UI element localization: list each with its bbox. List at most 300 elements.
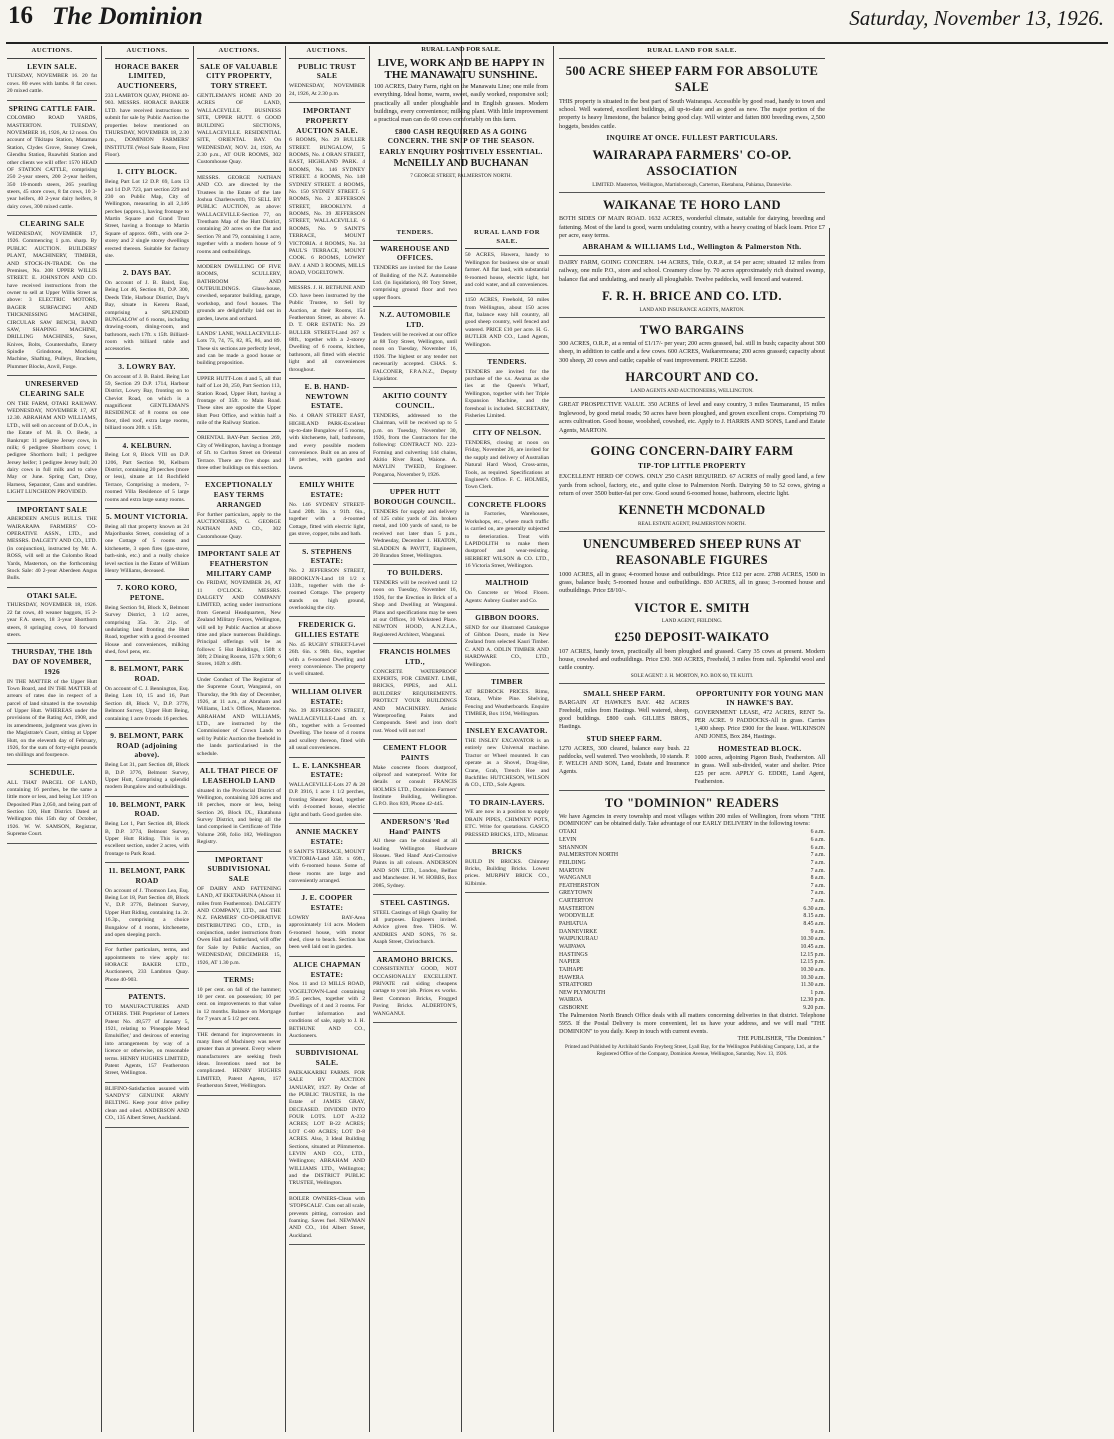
delivery-time: 9 a.m.	[810, 928, 825, 935]
ad-title: OTAKI SALE.	[26, 590, 78, 600]
ad-title: PUBLIC TRUST SALE	[298, 61, 356, 81]
ad-title: HORACE BAKER LIMITED, AUCTIONEERS,	[114, 61, 180, 91]
column-1	[4, 46, 100, 1432]
town-name: PAHIATUA	[559, 921, 588, 928]
ad-body: Make concrete floors dustproof, oilproof and waterproof. Write for details or consult FRANCIS HOLMES LTD., Dominion Farmers' Institute Building, Wellington. G.P.O. Box 839, Phone 42-445.	[373, 764, 457, 808]
classified-ad	[289, 620, 365, 678]
ad-body: TENDERS will be received until 12 noon on Tuesday, November 16, 1926, for the Erection in Brick of a Shop and Dwelling at Wanganui. Plans and specifications may be seen at our Offices, 10 Wicksteed Place. NEWTON HOOD, A.N.Z.I.A., Registered Architect, Wanganui.	[373, 580, 457, 638]
ad-body: LANDS' LANE, WALLACEVILLE-Lots 73, 74, 75, 82, 85, 86, and 89. These six sections are perfectly level, and can be made a good house or building proposition.	[197, 330, 281, 367]
classified-ad	[197, 62, 281, 167]
ad-title: S. STEPHENS ESTATE:	[302, 546, 352, 566]
ad-body: 1150 ACRES, Freehold, 50 miles from Wellington, about 150 acres flat, balance easy hill country, all good sheep country, well fenced and watered. PRICE £10 per acre. H. G. BUTLER AND CO., Land Agents, Wellington.	[465, 297, 549, 348]
ad-body: MODERN DWELLING OF FIVE ROOMS, SCULLERY, BATHROOM AND OUTBUILDINGS. Glass-house, cowshed, separator building, garage, workshop, and fowl houses. The grounds are delightfully laid out in garden, lawns and orchard.	[197, 263, 281, 322]
ad-title: ANDERSON'S 'Red Hand' PAINTS	[380, 816, 450, 836]
readers-title: TO "DOMINION" READERS	[604, 796, 780, 811]
column-heading: AUCTIONS.	[105, 47, 189, 59]
ad-divider	[373, 387, 457, 388]
ad-title: TERMS:	[223, 974, 255, 984]
delivery-row	[559, 868, 825, 876]
ad-divider	[197, 260, 281, 261]
delivery-time: 7 a.m.	[810, 882, 825, 889]
ad-body: On account of C. J. Bennington, Esq. Being Lots 10, 15 and 16, Part Section 48, Block V., D.P. 3776, Belmont Survey, Upper Hutt Being, containing 1 acre 0 roods 16 perches.	[105, 686, 189, 722]
brice-title: F. R. H. BRICE AND CO. LTD.	[602, 289, 782, 304]
ad-body: 233 LAMBTON QUAY, PHONE 40-903. MESSRS. HORACE BAKER LTD. have received instructions to submit for sale by Public Auction the properties below mentioned on THURSDAY, NOVEMBER 18, 2.30 p.m., DOMINION FARMERS' INSTITUTE (Wool Sale Room, First Floor).	[105, 93, 189, 158]
ad-title: SPRING CATTLE FAIR.	[8, 103, 96, 113]
ad-body: On account of J. B. Baird. Being Lot 59, Section 29 D.P. 1714, Harbour District, Lowry Bay, fronting on to Cheviot Road, on which is a magnificent GENTLEMAN'S RESIDENCE of 8 rooms on one floor, tiled roof, extra large rooms, billiard room 20ft. x 15ft.	[105, 373, 189, 432]
ad-body: BLIFINO-Satisfaction assured with 'SANDY'S' GENUINE ARMY BELTING. Keep your drive pulley clean and oiled. ANDERSON AND CO., 135 Albert Street, Auckland.	[105, 1085, 189, 1122]
great-value-body: GREAT PROSPECTIVE VALUE. 350 ACRES of level and easy country, 3 miles Taumaranui, 15 miles Inglewood, by good metal roads; 50 acres have been ploughed, and grown excellent crops. Comprising 70 acres cultivation. Good house, woolshed, cowshed, etc. Apply to J. HARRIS AND SONS, Land and Estate Agents, MARTON.	[559, 401, 825, 434]
ad-body: Being Lot 8, Block VIII on D.P. 1206, Part Section 90, Kelburn District, containing 20 perches (more or less), situate at 14 Rochfield Terrace, Comprising a modern, 7-roomed Villa Residence of 5 large rooms and extra large sunny rooms.	[105, 452, 189, 503]
classified-ad	[289, 827, 365, 885]
victor-sub: LAND AGENT, FEILDING.	[661, 618, 723, 625]
ad-body: TENDERS, addressed to the Chairman, will be received up to 5 p.m. on Tuesday, November 30, 1926, from the Contractors for the following: CONTRACT NO. 223-Forming and culverting 144 chains, Akitio River Road, Waione. A. MAYLIN TWEED, Engineer. Pongaroa, November 9, 1926.	[373, 412, 457, 478]
delivery-row	[559, 936, 825, 944]
unencumbered-body: 1000 ACRES, all in grass; 4-roomed house and outbuildings. Price £12 per acre. 2788 ACRES, 1500 in grass, balance bush; 5-roomed house and outbuildings. 830 ACRES, all in grass; 3-roomed house and outbuildings. Price £8/10/-.	[559, 570, 825, 595]
ad-divider	[373, 1022, 457, 1023]
classified-ad	[197, 264, 281, 323]
classified-ad	[465, 798, 549, 839]
classified-ad	[289, 106, 365, 277]
delivery-time: 6 a.m.	[810, 829, 825, 836]
harcourt-sub: LAND AGENTS AND AUCTIONEERS, WELLINGTON.	[630, 387, 754, 394]
readers-intro: We have Agencies in every township and most villages within 200 miles of Wellington, from whom "THE DOMINION" can be obtained daily. Take advantage of our EARLY DELIVERY in the following towns:	[559, 813, 825, 828]
ad-body: TUESDAY, NOVEMBER 16. 20 fat cows. 80 ewes with lambs. 8 fat cows. 20 mixed cattle.	[7, 73, 97, 95]
ad-body: in Factories, Warehouses, Workshops, etc., where much traffic is carried on, are generally subjected to deterioration. Treat with LAPIDOLITH to make them dustproof and wear-resisting. HERBERT WILSON & CO. LTD., 16 Victoria Street, Wellington.	[465, 511, 549, 570]
ad-body: On account of J. B. Baird, Esq. Being Lot 46, Section 81, D.P. 300, Deeds Title, Harbour District, Day's Bay, situate in Kereru Road, comprising a SPLENDID BUNGALOW of 6 rooms, including drawing-room, dining-room, and bathroom, each 17ft. x 15ft. Billiard-room with billiard table and accessories.	[105, 280, 189, 353]
ad-divider	[465, 574, 549, 575]
waikanae-body: BOTH SIDES OF MAIN ROAD. 1632 ACRES, wonderful climate, suitable for dairying, breeding and fattening. Most of the land is good, warm undulating country, with a heavy coating of black loam. Price £7 per acre, easy terms.	[559, 215, 825, 239]
classified-ad	[373, 391, 457, 479]
ad-divider	[197, 851, 281, 852]
delivery-row	[559, 829, 825, 837]
ad-title: ANNIE MACKEY ESTATE:	[295, 826, 359, 846]
delivery-row	[559, 883, 825, 891]
classified-ad	[7, 505, 97, 583]
ad-title: ALL THAT PIECE OF LEASEHOLD LAND	[199, 765, 279, 785]
ad-title: N.Z. AUTOMOBILE LTD.	[379, 310, 451, 329]
ad-divider	[105, 943, 189, 944]
ad-title: WAREHOUSE AND OFFICES.	[380, 243, 450, 263]
ad-body: COLOMBO ROAD YARDS, MASTERTON. TUESDAY, NOVEMBER 16, 1926, At 12 noon. On account of Tikitapu Station, Matamau Station, Clydes Grove, Stoney Creek, Glendhu Station, Ruawhiti Station and other clients we will offer: 1570 HEAD OF STATION CATTLE, comprising 250 2-year steers, 200 2-year heifers, 350 18-month steers, 265 yearling steers, 45 store cows, 8 fat cows, 10 3-year heifers, 40 2-year dairy heifers, 8 dairy cows, 300 mixed cattle.	[7, 115, 97, 210]
classified-ad	[7, 62, 97, 96]
ad-divider	[197, 372, 281, 373]
delivery-time: 7 a.m.	[810, 867, 825, 874]
ad-divider	[373, 306, 457, 307]
ad-body: ALL THAT PARCEL OF LAND, containing 16 perches, be the same a little more or less, and being Lot 119 on Deposited Plan 2,050, and being part of Section 120, Hutt District. Dated at Wellington this 15th day of October, 1926. W. W. SAMSON, Registrar, Supreme Court.	[7, 779, 97, 838]
ad-body: THE demand for improvements in many lines of Machinery was never greater than at present. Every where manufacturers are seeking fresh ideas. Inventions need not be complicated. HENRY HUGHES LIMITED, Patent Agents, 157 Featherston Street, Wellington.	[197, 1031, 281, 1090]
ad-divider	[289, 757, 365, 758]
delivery-time: 7 a.m.	[810, 852, 825, 859]
ad-title: CEMENT FLOOR PAINTS	[382, 743, 448, 762]
classified-ad	[197, 549, 281, 669]
town-name: MASTERTON	[559, 905, 594, 912]
going-concern-body: EXCELLENT HERD OF COWS. ONLY 250 CASH REQUIRED. 67 ACRES of really good land, a few yards from school, factory, etc., and quite close to Palmerston North. Dairying 50 to 52 cows, giving a return of over 3500 butter-fat per cow. Good sound 6-roomed house, bathroom, electric light.	[559, 473, 825, 497]
delivery-row	[559, 929, 825, 937]
masthead	[6, 2, 1108, 44]
classified-ad	[373, 310, 457, 383]
classified-ad	[105, 512, 189, 575]
town-name: FEATHERSTON	[559, 882, 600, 889]
ad-divider	[105, 727, 189, 728]
classified-ad	[105, 583, 189, 656]
column-2	[102, 46, 192, 1432]
town-name: NEW PLYMOUTH	[559, 989, 606, 996]
ad-divider	[197, 171, 281, 172]
ad-body: TENDERS for supply and delivery of 125 cubic yards of 2in. broken metal, and 100 yards of sand, to be received not later than 5 p.m., Wednesday, December 1. HEATON, SLADDEN & PAVITT, Engineers, 20 Brandon Street, Wellington.	[373, 508, 457, 559]
ad-body: ORIENTAL BAY-Part Section 269, City of Wellington, having a frontage of 5ft. to Carlton Street on Oriental Terrace. There are five shops and three other buildings on this section.	[197, 435, 281, 471]
opportunity-body: GOVERNMENT LEASE, 472 ACRES, RENT 5s. PER ACRE. 9 PADDOCKS-All in grass. Carries 1,400 sheep. Price £900 for the lease. WILKINSON AND JONES, Box 284, Hastings.	[694, 710, 825, 740]
ad-divider	[373, 564, 457, 565]
classified-ad	[465, 613, 549, 669]
ad-body: Being all that property known as 24 Majoribanks Street, consisting of a one Cottage of 5 rooms and kitchenette, 3 open fires (gas-stove, bath-sink, etc.) and a really choice level section in the Estate of William Henry Williams, deceased.	[105, 523, 189, 574]
ad-divider	[197, 476, 281, 477]
section-heading: RURAL LAND FOR SALE.	[559, 47, 825, 59]
town-name: HASTINGS	[559, 951, 588, 958]
town-name: HAWERA	[559, 974, 584, 981]
delivery-time: 6 a.m.	[810, 837, 825, 843]
ad-body: STEEL Castings of High Quality for all purposes. Engineers invited. Advice given free. THOS. W. ANDRIES AND SONS, 76 St. Asaph Street, Christchurch.	[373, 909, 457, 946]
dairy-farm-body: DAIRY FARM, GOING CONCERN. 144 ACRES, Title, O.R.P., at £4 per acre; situated 12 miles from railway, one mile P.O., store and school. Creamery close by. 70 acres approximately rich drained swamp, balance flat and undulating, and nearly all ploughable. Twelve paddocks, well fenced and watered.	[559, 259, 825, 283]
ad-title: 2. DAYS BAY.	[122, 268, 172, 278]
ad-body: No. 2 JEFFERSON STREET, BROOKLYN-Land 18 1/2 x 133ft., together with the 4-roomed Cottage. The property stands on high ground, overlooking the city.	[289, 568, 365, 612]
ad-body: On Concrete or Wood Floors. Agents: Aubrey Gualter and Co.	[465, 590, 549, 604]
ad-title: BRICKS	[491, 846, 523, 856]
ad-body: WALLACEVILLE-Lots 27 & 28 D.P. 3916, 1 acre 1 1/2 perches, fronting Shearer Road, together with 4-roomed house, electric light and bath. Good garden site.	[289, 782, 365, 818]
column-heading: TENDERS.	[373, 229, 457, 241]
ad-title: SCHEDULE.	[29, 767, 75, 777]
classified-ad	[197, 175, 281, 256]
column-rule	[829, 228, 830, 1432]
town-name: PALMERSTON NORTH	[559, 852, 619, 859]
ad-divider	[197, 971, 281, 972]
ad-title: 10. BELMONT, PARK ROAD.	[108, 799, 186, 819]
ad-title: 11. BELMONT, PARK ROAD	[108, 866, 186, 885]
classified-ad	[105, 167, 189, 260]
ad-divider	[289, 102, 365, 103]
ad-divider	[197, 327, 281, 328]
small-ads-row	[559, 687, 825, 788]
delivery-row	[559, 852, 825, 860]
column-6	[462, 228, 552, 1432]
ad-divider	[7, 215, 97, 216]
ad-body: For further particulars, apply to the AUCTIONEERS, G. GEORGE NATHAN AND CO., 302 Customhouse Quay.	[197, 511, 281, 540]
ad-body: ON THE FARM, OTAKI RAILWAY. WEDNESDAY, NOVEMBER 17, AT 12.30. ABRAHAM AND WILLIAMS, LTD., will sell on account of D.O.A., in the Estate of M. B. O. Bede, a Bankrupt: 11 pedigree Jersey cows, in milk; 6 pedigree Shorthorn cows; 1 pedigree Shorthorn bull; 1 pedigree Jersey heifer; 1 pedigree Jersey bull; 20 dairy cows in full milk and to calve May or June. Spring Cart, Dray, Harness, Separator, Cans and sundries. LIGHT LUNCHEON PROVIDED.	[7, 400, 97, 496]
classified-ad	[289, 761, 365, 819]
ad-divider	[7, 764, 97, 765]
ad-divider	[289, 823, 365, 824]
sheep-farm-body: THIS property is situated in the best part of South Wairarapa. Accessible by good road, handy to town and school. Well watered, excellent buildings, all up-to-date and as good as new. The major portion of the property is heavy limestone, the balance being good clay. Will winter and fatten 800 breeding ewes, 2,500 hoggets, besides cattle.	[559, 97, 825, 130]
ad-body: SEND for our illustrated Catalogue of Gibbon Doors, made in New Zealand from selected Kauri Timber. C. AND A. ODLIN TIMBER AND HARDWARE CO., LTD., Wellington.	[465, 624, 549, 668]
ad-title: IMPORTANT SALE	[16, 504, 88, 514]
classified-ad	[105, 62, 189, 160]
ad-divider	[197, 1095, 281, 1096]
issue-date: Saturday, November 13, 1926.	[849, 6, 1104, 30]
ad-title: CITY OF NELSON.	[472, 428, 542, 438]
ad-title: ALICE CHAPMAN ESTATE:	[293, 959, 361, 979]
town-name: LEVIN	[559, 837, 577, 843]
ad-title: WILLIAM OLIVER ESTATE:	[291, 686, 363, 706]
stud-title: STUD SHEEP FARM.	[586, 733, 662, 743]
delivery-row	[559, 975, 825, 983]
ad-body: Tenders will be received at our office at 88 Tory Street, Wellington, until noon on Tuesday, November 16, 1926. The highest or any tender not necessarily accepted. CHAS. S. FALCONER, F.P.A.N.Z., Deputy Liquidator.	[373, 331, 457, 382]
ad-body: On account of J. Thomson Lea, Esq. Being Lot 18, Part Section 48, Block V., D.P. 3776, Belmont Survey, Upper Hutt Riding, containing 1a. 2r. 16.3p., comprising a choice Bungalow of 4 rooms, kitchenette, and open sleeping porch.	[105, 887, 189, 938]
classified-ad	[465, 428, 549, 491]
sheep-farm-note: INQUIRE AT ONCE. FULLEST PARTICULARS.	[606, 133, 778, 143]
ad-divider	[105, 660, 189, 661]
delivery-row	[559, 997, 825, 1005]
ad-body: MESSRS. J. H. BETHUNE AND CO. have been instructed by the Public Trustee, to Sell by Auction, at their Rooms, 154 Featherston Street, as above: A. D. T. ORR ESTATE: No. 29 BULLER STREET-Land 267 x 88ft., together with a 2-storey Dwelling of 6 rooms, kitchen, bathroom, all fitted with electric light and all conveniences throughout.	[289, 285, 365, 373]
classified-ad	[289, 285, 365, 374]
ad-divider	[465, 722, 549, 723]
ad-title: AKITIO COUNTY COUNCIL.	[382, 391, 448, 411]
ad-body: BOILER OWNERS-Clean with 'STOPSCALE'. Cuts out all scale, prevents pitting, corrosion and foaming. Saves fuel. NEWMAN AND CO., 104 Albert Street, Auckland.	[289, 1195, 365, 1239]
ad-body: TENDERS are invited for the purchase of the s.s. Awarua as she lies at the Queen's Wharf, Wellington, together with her Triple Expansion Machine, and the foreshoal is included. SECRETARY, Fisheries Limited.	[465, 368, 549, 419]
delivery-row	[559, 837, 825, 845]
delivery-row	[559, 944, 825, 952]
delivery-time: 1 p.m.	[810, 989, 825, 996]
classified-ad	[105, 1086, 189, 1123]
classified-ad	[465, 252, 549, 289]
waikato-body: 107 ACRES, handy town, practically all been ploughed and grassed. Carry 35 cows at present. Modern house, cowshed and outbuildings. Price £30. 360 ACRES, Freehold, 3 miles from rail. Splendid wool and cattle country.	[559, 647, 825, 672]
page-number: 16	[8, 2, 33, 29]
ad-body: No. 39 JEFFERSON STREET, WALLACEVILLE-Land 4ft. x 6ft., together with a 5-roomed Dwelling. The house of 4 rooms and scullery thereon, fitted with all usual conveniences.	[289, 708, 365, 752]
ad-title: TO BUILDERS.	[387, 568, 443, 578]
classified-ad	[105, 731, 189, 792]
ad-body: WEDNESDAY, NOVEMBER 17, 1926. Commencing 1 p.m. sharp. By PUBLIC AUCTION. BUILDERS' PLANT, MACHINERY, TIMBER, AND STOCK-IN-TRADE. On the Premises, No. 208 UPPER WILLIS STREET. E. JOHNSTON AND CO. have received instructions from the owner to sell at Upper Willis Street as above: 3 ELECTRIC MOTORS, BAGER SURFACING AND THICKNESSING MACHINE, CIRCULAR SAW BENCH, BAND SAW, SHAPING MACHINE, DRILLING MACHINES, Saws, Knives, Bolts, Countershafts, Emery Spindle Grindstone, Mortising Machine, Shafting, Pulleys, Brackets, Plummer Blocks, Anvil, Forge.	[7, 231, 97, 370]
advert-headline: LIVE, WORK AND BE HAPPY IN THE MANAWATU SUNSHINE.	[377, 57, 545, 81]
ad-body: UPPER HUTT-Lots 4 and 5, all that half of Lot 20, 250, Part Section 113, Station Road, Upper Hutt, having a frontage of 35ft. to Main Road. These sites are opposite the Upper Hutt Post Office, and within half a mile of the Railway Station.	[197, 375, 281, 426]
classified-ad	[7, 591, 97, 640]
small-sheep-body: BARGAIN AT HAWKE'S BAY. 482 ACRES Freehold, miles from Hastings. Well watered, sheep, good buildings. £800 cash. GILLIES BROS., Hastings.	[559, 700, 690, 730]
ad-body: PAEKAKARIKI FARMS. FOR SALE BY AUCTION JANUARY, 1927. By Order of the PUBLIC TRUSTEE, In the Estate of JAMES GRAY, DECEASED. DIVIDED INTO FOUR LOTS. LOT A-232 ACRES; LOT B-22 ACRES; LOT C-80 ACRES; LOT D-8 ACRES. Also, 3 Ideal Building Sections, situated at Plimmerton. LEVIN AND CO., LTD., Wellington; ABRAHAM AND WILLIAMS LTD., Wellington; and the DISTRICT PUBLIC TRUSTEE, Wellington.	[289, 1069, 365, 1187]
column-5	[370, 228, 460, 1432]
waikato-title: £250 DEPOSIT-WAIKATO	[614, 630, 770, 645]
classified-ad	[373, 898, 457, 947]
delivery-time: 9.20 p.m.	[803, 1005, 825, 1012]
going-concern-sub: TIP-TOP LITTLE PROPERTY	[638, 461, 746, 471]
ad-divider	[465, 609, 549, 610]
ad-divider	[105, 796, 189, 797]
ad-divider	[289, 1192, 365, 1193]
delivery-time: 10.30 a.m.	[800, 974, 825, 981]
delivery-time: 8 a.m.	[810, 875, 825, 882]
ad-body: situated in the Provincial District of Wellington, containing 326 acres and 18 perches, more or less, being Section 26, Block IX., Ekatahuna Survey District, and being all the land comprised in Certificate of Title Volume 268, folio 182, Wellington Registry.	[197, 787, 281, 846]
ad-body: CONSISTENTLY GOOD, NOT OCCASIONALLY EXCELLENT. PRIVATE rail siding cheapens cartage to your job. Prices ex works. Best Common Bricks, Frogged Paving Bricks. ALDERTON'S, WANGANUI.	[373, 966, 457, 1017]
ad-body: No. 4 ORAN STREET EAST, HIGHLAND PARK-Excellent up-to-date Bungalow of 5 rooms, with kitchenette, hall, bathroom, and every possible modern convenience. Built on an area of 18 perches, with garden and lawns.	[289, 413, 365, 471]
classified-ad	[197, 435, 281, 472]
ad-title: 9. BELMONT, PARK ROAD (adjoining above).	[110, 730, 184, 760]
town-name: FEILDING	[559, 859, 586, 866]
town-name: STRATFORD	[559, 982, 593, 989]
ad-body: 8 SAINT'S TERRACE, MOUNT VICTORIA-Land 35ft. x 69ft., with 6-roomed house. Some of these rooms are large and conveniently arranged.	[289, 848, 365, 885]
kenneth-sub: REAL ESTATE AGENT, PALMERSTON NORTH.	[638, 520, 746, 527]
ad-divider	[105, 862, 189, 863]
town-name: TAIHAPE	[559, 966, 584, 973]
ad-divider	[7, 375, 97, 376]
two-bargains-title: TWO BARGAINS	[639, 322, 745, 337]
delivery-time: 8.15 a.m.	[803, 913, 825, 920]
waikanae-title: WAIKANAE TE HORO LAND	[603, 197, 781, 212]
ad-title: J. E. COOPER ESTATE:	[301, 893, 353, 913]
ad-divider	[289, 378, 365, 379]
classified-ad	[197, 376, 281, 428]
delivery-row	[559, 967, 825, 975]
ad-title: ARAMOHO BRICKS.	[376, 954, 454, 964]
delivery-row	[559, 952, 825, 960]
ad-divider	[373, 739, 457, 740]
classified-ad	[7, 379, 97, 496]
ad-divider	[105, 1127, 189, 1128]
ad-divider	[373, 643, 457, 644]
harcourt-title: HARCOURT AND CO.	[625, 370, 759, 385]
ad-divider	[7, 100, 97, 101]
column-heading: AUCTIONS.	[7, 47, 97, 59]
town-name: WAIPUKURAU	[559, 936, 598, 943]
classified-ad	[465, 357, 549, 420]
column-heading: AUCTIONS.	[289, 47, 365, 59]
ad-title: INSLEY EXCAVATOR.	[466, 726, 548, 736]
ad-body: LOWRY BAY-Area approximately 1/4 acre. Modern 6-roomed house, with motor shed, close to beach. Section has been well laid out in garden.	[289, 914, 365, 951]
ad-title: 5. MOUNT VICTORIA.	[105, 511, 189, 521]
ad-title: IMPORTANT SUBDIVISIONAL SALE	[207, 854, 271, 884]
delivery-row	[559, 990, 825, 998]
ad-divider	[465, 424, 549, 425]
ad-body: IN THE MATTER of the Upper Hutt Town Board, and IN THE MATTER of arrears of rates due in respect of a parcel of land situated in the township of Upper Hutt. WHEREAS under the provisions of the Rating Act, 1908, and its amendments, judgment was given in the Magistrate's Court, sitting at Upper Hutt, on the eleventh day of February, 1926, for the sum of forty-eight pounds ten shillings and fourpence.	[7, 678, 97, 759]
ad-title: CONCRETE FLOORS	[467, 499, 547, 509]
ad-body: MESSRS. GEORGE NATHAN AND CO. are directed by the Trustees in the Estate of the late Joshua Charlesworth, TO SELL BY PUBLIC AUCTION, as above: WALLACEVILLE-Section 77, on Trentham Map of the Hutt District, containing 20 acres on the flat and Section 78 and 79, containing 1 acre, together with a modern house of 9 rooms and outbuildings.	[197, 174, 281, 255]
delivery-row	[559, 913, 825, 921]
ad-title: MALTHOID	[485, 578, 529, 588]
ad-divider	[465, 794, 549, 795]
ad-divider	[197, 762, 281, 763]
ad-divider	[465, 892, 549, 893]
classified-ad	[105, 268, 189, 354]
readers-note: The Palmerston North Branch Office deals with all matters concerning deliveries in that district. Telephone 5955. If the Postal Delivery is more convenient, let us have your address, and we will mail "THE DOMINION" to you daily. Keep in touch with current events.	[559, 1012, 825, 1035]
delivery-time: 12.30 p.m.	[800, 997, 825, 1004]
ad-body: BUILD IN BRICKS. Chimney Bricks, Building Bricks. Lowest prices. MURPHY BRICK CO., Kilbirnie.	[465, 858, 549, 887]
delivery-row	[559, 982, 825, 990]
town-name: MARTON	[559, 867, 584, 874]
ad-title: EMILY WHITE ESTATE:	[299, 480, 355, 499]
classified-ad	[197, 331, 281, 368]
column-heading: RURAL LAND FOR SALE.	[465, 229, 549, 249]
classified-ad	[289, 1048, 365, 1188]
brice-sub: LAND AND INSURANCE AGENTS, MARTON.	[639, 306, 745, 313]
ad-divider	[7, 501, 97, 502]
ad-body: For further particulars, terms, and appointments to view apply to: HORACE BAKER LTD., Auctioneers, 233 Lambton Quay. Phone 40-903.	[105, 947, 189, 983]
delivery-row	[559, 898, 825, 906]
waikanae-agent: ABRAHAM & WILLIAMS Ltd., Wellington & Palmerston Nth.	[582, 242, 802, 252]
stud-body: 1270 ACRES, 300 cleared, balance easy bush. 22 paddocks, well watered. Two woolsheds, 10 stands. P. F. WELCH AND SON, Land, Estate and Insurance Agents.	[559, 745, 690, 776]
delivery-time: 11.30 a.m.	[800, 982, 825, 989]
ad-divider	[289, 1044, 365, 1045]
ad-title: SUBDIVISIONAL SALE.	[295, 1048, 359, 1068]
imprint: Printed and Published by Archibald Sando Freyberg Street, Lyall Bay, for the Wellington Publishing Company, Ltd., at the Registered Office of the Company, Dominion Avenue, Wellington, Saturday, Nov. 13, 1926.	[564, 1044, 820, 1057]
delivery-row	[559, 860, 825, 868]
ad-divider	[289, 1244, 365, 1245]
ad-body: TENDERS are invited for the Lease of Building of the N.Z. Automobile Ltd. (in liquidation), 88 Tory Street, comprising ground floor and two upper floors.	[373, 265, 457, 301]
ad-title: IMPORTANT PROPERTY AUCTION SALE.	[296, 105, 358, 135]
small-sheep-title: SMALL SHEEP FARM.	[583, 688, 666, 698]
ad-divider	[197, 673, 281, 674]
ad-title: LEVIN SALE.	[27, 61, 77, 71]
classified-ad	[105, 441, 189, 504]
wairarapa-title: WAIRARAPA FARMERS' CO-OP. ASSOCIATION	[592, 147, 792, 179]
homestead-body: 1000 acres, adjoining Pigeon Bush, Featherston. All in grass. Well sub-divided, water and shelter. Price £25 per acre. APPLY G. EDDIE, Land Agent, Featherston.	[694, 755, 825, 786]
classified-ad	[373, 487, 457, 560]
classified-ad	[7, 104, 97, 212]
ad-divider	[465, 673, 549, 674]
classified-ad	[105, 800, 189, 858]
classified-ad	[465, 726, 549, 789]
classified-ad	[289, 382, 365, 472]
delivery-row	[559, 906, 825, 914]
ad-body: Being Lot 1, Part Section 48, Block B, D.P. 3774, Belmont Survey, Upper Hutt Riding. This is an excellent section, under 2 acres, with frontage to Park Road.	[105, 821, 189, 857]
delivery-row	[559, 921, 825, 929]
ad-body: AT REDROCK PRICES. Rimu, Totara, White Pine. Shelving, Fencing and Weatherboards. Enquire TIMBER, Box 1194, Wellington.	[465, 688, 549, 717]
ad-divider	[373, 951, 457, 952]
ad-title: SALE OF VALUABLE CITY PROPERTY, TORY STREET.	[200, 61, 278, 91]
column-rule	[553, 46, 554, 1432]
paper-name: The Dominion	[52, 3, 203, 30]
ad-title: L. E. LANKSHEAR ESTATE:	[292, 760, 362, 780]
ad-body: TO MANUFACTURERS AND OTHERS. THE Proprietor of Letters Patent No. 48,577 of January 5, 1921, relating to 'Pineapple Mead Emulsifier,' and desirous of entering into arrangements by way of a licence or otherwise, on reasonable terms. HENRY HUGHES LIMITED, Patent Agents, 157 Featherston Street, Wellington.	[105, 1003, 189, 1077]
ad-title: PATENTS.	[128, 992, 166, 1002]
town-name: DANNEVIRKE	[559, 928, 597, 935]
ad-title: STEEL CASTINGS.	[380, 897, 450, 907]
morton-agent: SOLE AGENT: J. H. MORTON, P.O. BOX 60, TE KUITI.	[630, 672, 754, 679]
ad-body: THURSDAY, NOVEMBER 18, 1926. 22 fat cows, 40 weaner baggots, 15 2-year F.A. steers, 18 3-year Shorthorn steers, 8 springing cows, 10 forward steers.	[7, 602, 97, 638]
ad-title: 1. CITY BLOCK.	[116, 167, 178, 177]
enquiry-note: EARLY ENQUIRY POSITIVELY ESSENTIAL.	[379, 146, 543, 156]
delivery-row	[559, 890, 825, 898]
column-heading: AUCTIONS.	[197, 47, 281, 59]
classified-ad	[105, 992, 189, 1078]
town-name: OTAKI	[559, 829, 577, 836]
ad-body: 10 per cent. on fall of the hammer; 10 per cent. on possession; 10 per cent. on improvements to that value in 12 months. Balance on Mortgage for 7 years at 5 1/2 per cent.	[197, 986, 281, 1023]
ad-divider	[105, 437, 189, 438]
classified-ad	[289, 960, 365, 1041]
ad-divider	[289, 476, 365, 477]
town-name: WAIROA	[559, 997, 583, 1004]
classified-ad	[373, 955, 457, 1018]
classified-ad	[105, 866, 189, 939]
delivery-time: 10.30 a.m.	[800, 966, 825, 973]
classified-ad	[197, 677, 281, 758]
classified-ad	[373, 647, 457, 735]
town-name: WAIPAWA	[559, 943, 586, 950]
victor-title: VICTOR E. SMITH	[634, 600, 750, 615]
ad-body: Being Lot 31, part Section 48, Block B, D.P. 3776, Belmont Survey, Upper Hutt, Comprising a splendid modern Bungalow and outbuildings.	[105, 762, 189, 791]
delivery-time: 8.45 a.m.	[803, 921, 825, 928]
ad-divider	[105, 1082, 189, 1083]
delivery-row	[559, 875, 825, 883]
delivery-row	[559, 845, 825, 853]
ad-body: THE INSLEY EXCAVATOR is an entirely new Universal machine. Tractor or Wheel mounted. It can operate as a Shovel, Drag-line, Crane, Grab, Trench Hoe and Backfiller. HUTCHESON, WILSON & CO., LTD., Sole Agents.	[465, 738, 549, 789]
ad-divider	[289, 889, 365, 890]
ad-body: No. 45 RUGBY STREET-Level 26ft. 6in. x 98ft. 6in., together with a 6-roomed Dwelling and every convenience. The property is well situated.	[289, 641, 365, 678]
ad-body: CONCRETE WATERPROOF EXPERTS, FOR CEMENT. LIME, BRICKS, PIPES, and ALL BUILDERS' REQUIREMENTS. PROTECT YOUR BUILDINGS AND MACHINERY. Artistic Waterproofing Paints and Compounds. Steel and iron don't rust. Wood will not rot!	[373, 668, 457, 734]
ad-body: TENDERS, closing at noon on Friday, November 26, are invited for the supply and delivery of Australian Natural Hard Wood, Cross-arms, Tools, as required. Specifications at Engineer's Office. F. C. HOLMES, Town Clerk.	[465, 440, 549, 491]
ad-body: Nos. 11 and 13 MILLS ROAD, VOGELTOWN-Land containing 39.5 perches, together with 2 Dwellings of 4 and 3 rooms. For further information and conditions of sale, apply to J. H. BETHUNE AND CO., Auctioneers.	[289, 981, 365, 1039]
classified-ad	[289, 480, 365, 538]
opportunity-title: OPPORTUNITY FOR YOUNG MAN IN HAWKE'S BAY.	[695, 688, 824, 708]
ad-body: 50 ACRES, Hawera, handy to Wellington for business site or small farmer. All flat land, with substantial 8-roomed house, electric light, hot and cold water, and all conveniences.	[465, 252, 549, 288]
classified-ad	[289, 547, 365, 613]
ad-title: CLEARING SALE	[19, 219, 85, 229]
ad-divider	[105, 358, 189, 359]
unencumbered-title: UNENCUMBERED SHEEP RUNS AT REASONABLE FIGURES	[582, 536, 802, 568]
